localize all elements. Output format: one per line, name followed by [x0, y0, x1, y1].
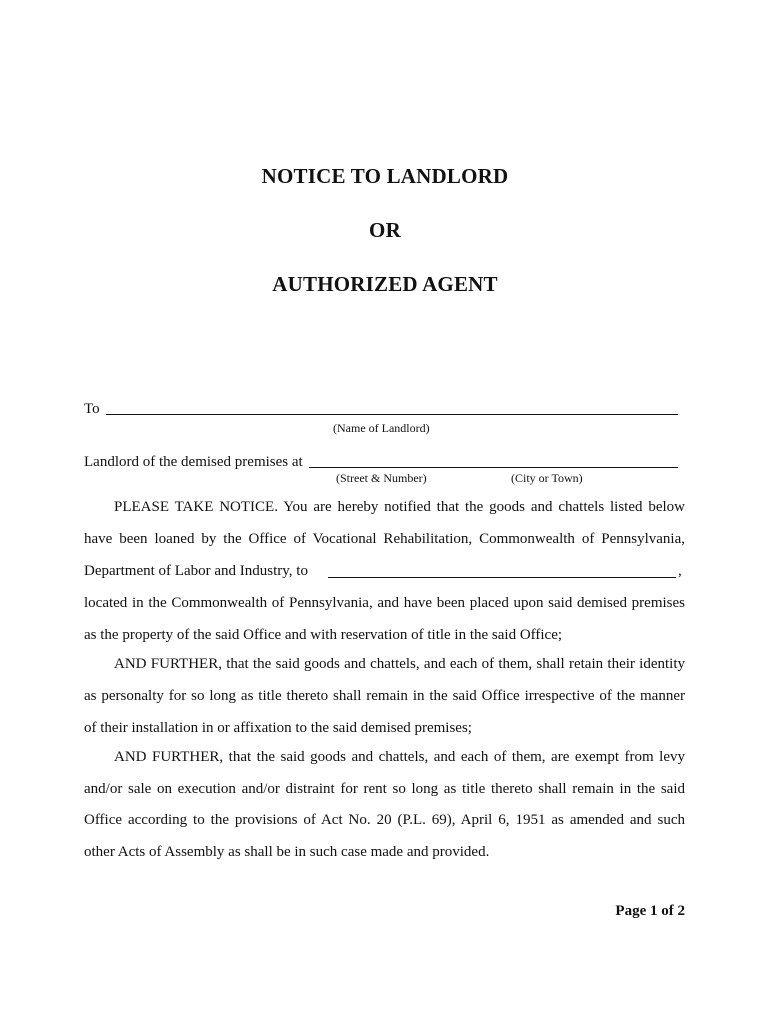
premises-label: Landlord of the demised premises at — [84, 454, 303, 470]
paragraph-1-line-5: as the property of the said Office and with reservation of title in the said Office; — [84, 627, 563, 643]
paragraph-3-line-1: AND FURTHER, that the said goods and chattels, and each of them, are exempt from levy — [114, 749, 685, 765]
title-line-1: NOTICE TO LANDLORD — [261, 164, 509, 188]
paragraph-1-line-4: located in the Commonwealth of Pennsylvania, and have been placed upon said demised premises — [84, 595, 685, 611]
recipient-comma: , — [678, 563, 682, 579]
paragraph-2-line-2: as personalty for so long as title thereto shall remain in the said Office irrespective of the manner — [84, 688, 685, 704]
paragraph-1-line-1: PLEASE TAKE NOTICE. You are hereby notified that the goods and chattels listed below — [114, 499, 685, 515]
premises-address-field[interactable] — [309, 467, 678, 468]
page-number: Page 1 of 2 — [615, 903, 685, 919]
title-line-3: AUTHORIZED AGENT — [272, 272, 498, 296]
paragraph-2-line-1: AND FURTHER, that the said goods and chattels, and each of them, shall retain their identity — [114, 656, 685, 672]
recipient-field[interactable] — [328, 577, 676, 578]
to-label: To — [84, 401, 100, 417]
paragraph-3-line-3: Office according to the provisions of Act No. 20 (P.L. 69), April 6, 1951 as amended and such — [84, 812, 685, 828]
city-caption: (City or Town) — [511, 471, 583, 485]
street-caption: (Street & Number) — [336, 471, 427, 485]
paragraph-3-line-4: other Acts of Assembly as shall be in such case made and provided. — [84, 844, 490, 860]
title-line-2: OR — [369, 218, 401, 242]
paragraph-3-line-2: and/or sale on execution and/or distraint for rent so long as title thereto shall remain in the said — [84, 781, 685, 797]
landlord-name-caption: (Name of Landlord) — [333, 421, 430, 435]
paragraph-1-line-3: Department of Labor and Industry, to — [84, 563, 308, 579]
landlord-name-field[interactable] — [106, 414, 678, 415]
paragraph-1-line-2: have been loaned by the Office of Vocational Rehabilitation, Commonwealth of Pennsylvania, — [84, 531, 685, 547]
paragraph-2-line-3: of their installation in or affixation to the said demised premises; — [84, 720, 472, 736]
